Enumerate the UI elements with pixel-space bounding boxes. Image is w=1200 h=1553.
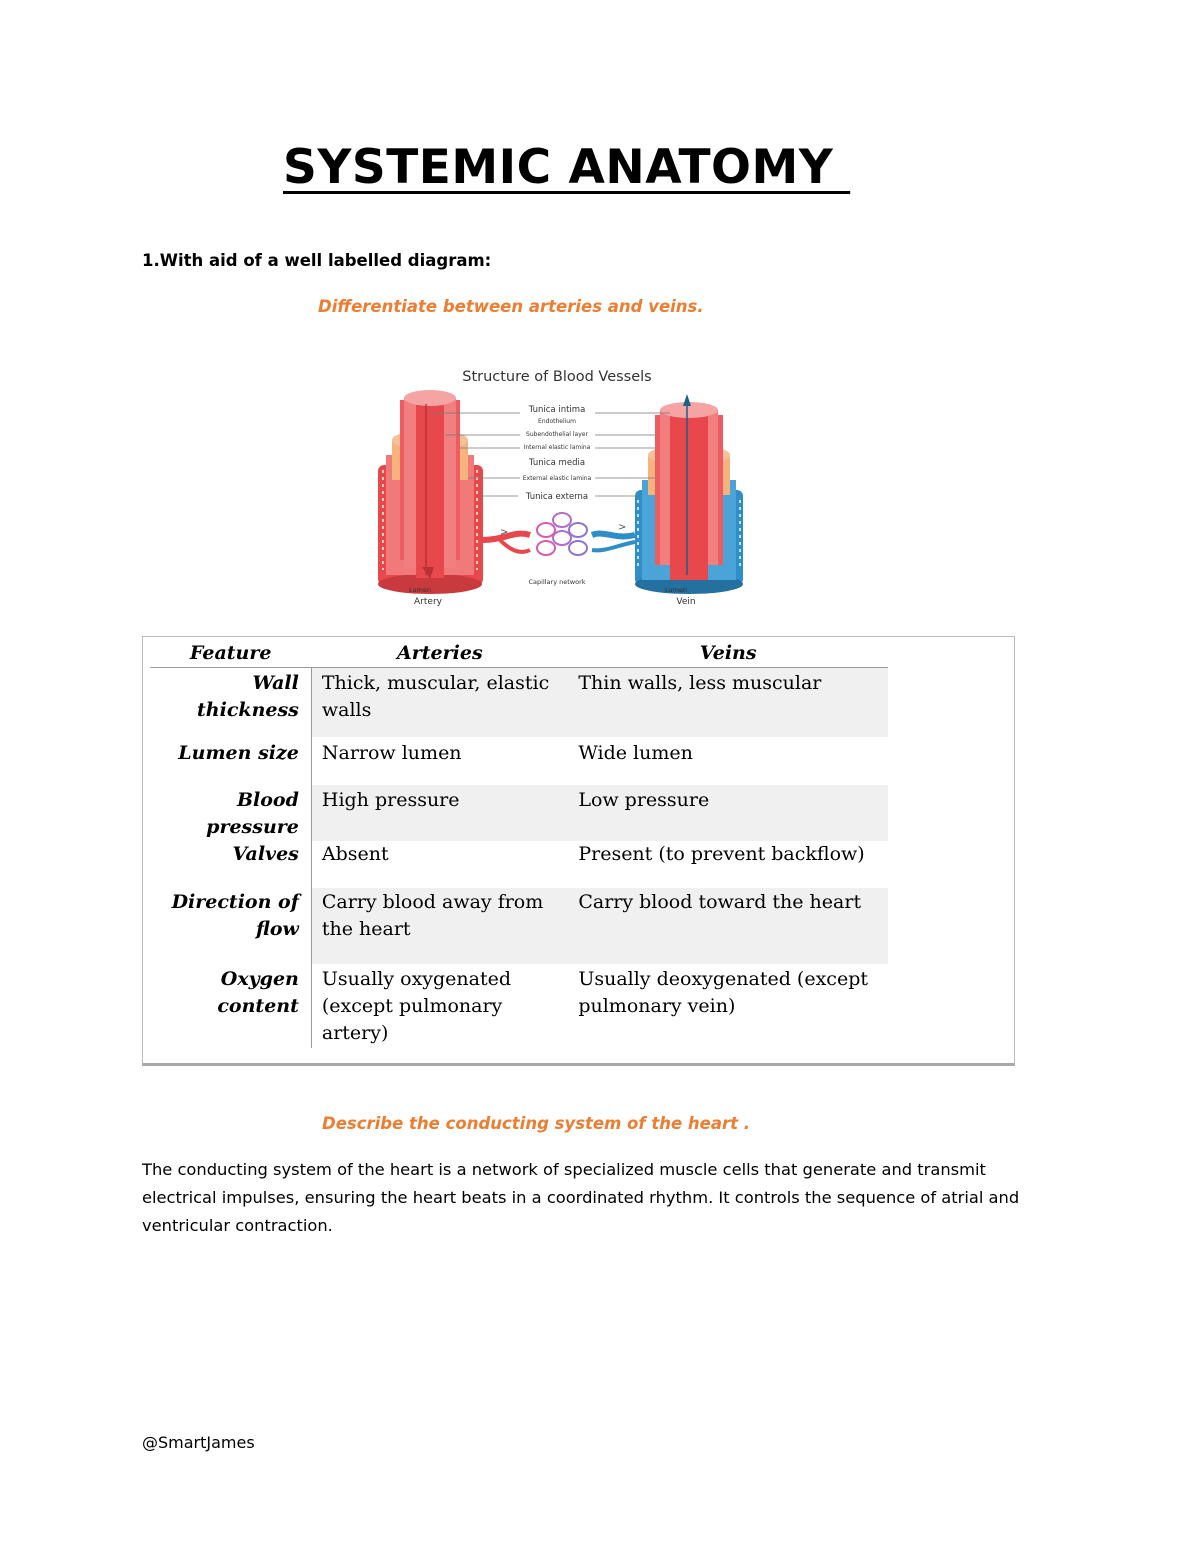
comparison-table bbox=[150, 640, 888, 1048]
feature-cell: Oxygen content bbox=[150, 964, 311, 1048]
vein-illustration bbox=[635, 394, 743, 594]
diagram-title: Structure of Blood Vessels bbox=[462, 369, 652, 385]
label-vein: Vein bbox=[676, 597, 696, 607]
label-lumen-artery: Lumen bbox=[408, 586, 432, 594]
label-tunica-media: Tunica media bbox=[528, 458, 586, 468]
header-arteries: Arteries bbox=[311, 640, 568, 668]
question-heading: 1.With aid of a well labelled diagram: bbox=[142, 251, 492, 270]
label-tunica-externa: Tunica externa bbox=[525, 492, 589, 502]
label-tunica-intima: Tunica intima bbox=[528, 405, 586, 415]
page-title: SYSTEMIC ANATOMY bbox=[283, 140, 851, 195]
table-row bbox=[150, 841, 888, 888]
artery-illustration bbox=[378, 390, 483, 594]
veins-cell: Usually deoxygenated (except pulmonary vein) bbox=[578, 967, 868, 1017]
sub-question-arteries-veins: Differentiate between arteries and veins. bbox=[318, 297, 704, 316]
arteries-cell: Thick, muscular, elastic walls bbox=[311, 668, 568, 737]
label-subendothelial: Subendothelial layer bbox=[526, 431, 588, 438]
veins-cell: Carry blood toward the heart bbox=[568, 888, 888, 964]
label-lumen-vein: Lumen bbox=[664, 586, 688, 594]
arteries-cell: Carry blood away from the heart bbox=[311, 888, 568, 964]
table-row bbox=[150, 737, 888, 785]
table-header-row bbox=[150, 640, 888, 668]
arteries-cell: High pressure bbox=[311, 785, 568, 841]
label-internal-elastic: Internal elastic lamina bbox=[523, 444, 591, 451]
feature-cell: Lumen size bbox=[150, 737, 311, 785]
arteries-cell: Usually oxygenated (except pulmonary artery) bbox=[321, 967, 512, 1044]
header-veins: Veins bbox=[568, 640, 888, 668]
conducting-system-paragraph: The conducting system of the heart is a network of specialized muscle cells that generate and transmit electrical impulses, ensuring the heart beats in a coordinated rhythm. It controls the sequence of atrial and ventricular contraction. bbox=[142, 1160, 1020, 1235]
blood-vessels-diagram bbox=[370, 360, 750, 610]
feature-cell: Valves bbox=[150, 841, 311, 888]
feature-cell: Wall thickness bbox=[150, 668, 311, 737]
veins-cell: Thin walls, less muscular bbox=[568, 668, 888, 737]
footer-author: @SmartJames bbox=[142, 1433, 255, 1452]
label-artery: Artery bbox=[414, 597, 442, 607]
capillary-network bbox=[482, 513, 635, 555]
veins-cell: Wide lumen bbox=[578, 741, 693, 764]
sub-question-conducting-system: Describe the conducting system of the heart . bbox=[322, 1114, 750, 1133]
label-endothelium: Endothelium bbox=[538, 418, 576, 425]
veins-cell: Present (to prevent backflow) bbox=[578, 842, 865, 865]
header-feature: Feature bbox=[150, 640, 311, 668]
table-row bbox=[150, 888, 888, 964]
svg-text:>: > bbox=[500, 527, 509, 538]
veins-cell: Low pressure bbox=[568, 785, 888, 841]
svg-text:>: > bbox=[618, 522, 627, 533]
feature-cell: Blood pressure bbox=[150, 785, 311, 841]
label-external-elastic: External elastic lamina bbox=[522, 475, 592, 482]
label-capillary-network: Capillary network bbox=[528, 578, 586, 586]
table-row bbox=[150, 964, 888, 1048]
table-row bbox=[150, 668, 888, 737]
table-row bbox=[150, 785, 888, 841]
feature-cell: Direction of flow bbox=[150, 888, 311, 964]
arteries-cell: Absent bbox=[321, 842, 389, 865]
arteries-cell: Narrow lumen bbox=[321, 741, 462, 764]
